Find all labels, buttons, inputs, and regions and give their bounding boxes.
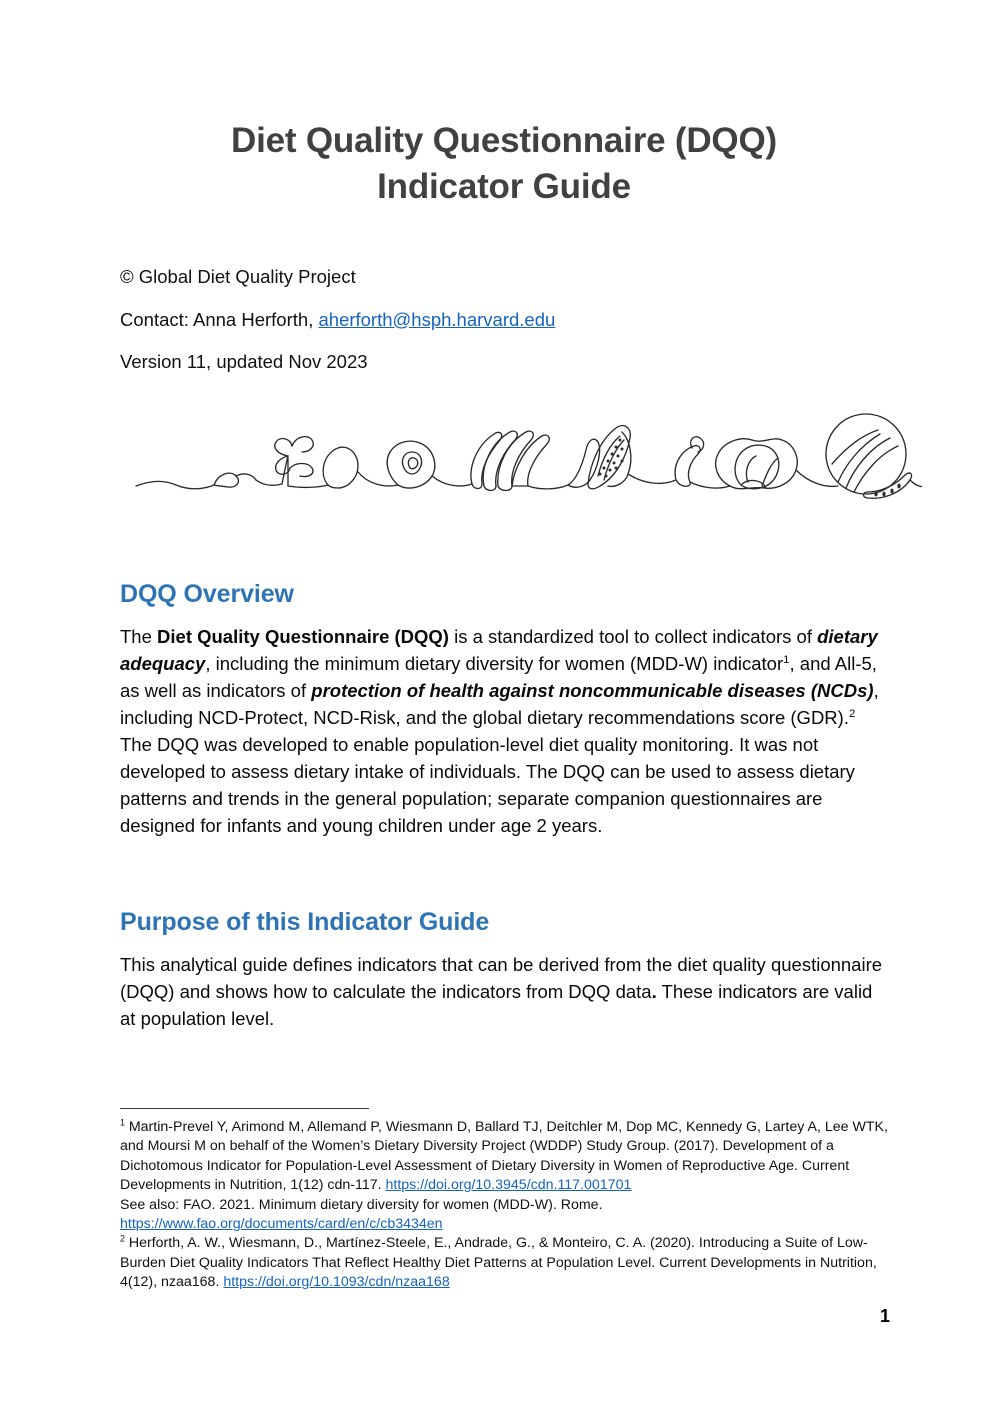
text-run: The [120,625,158,647]
cabbage-vein-2-icon [762,458,778,486]
contact-line [120,308,888,331]
text-run-bold: Diet Quality Questionnaire (DQQ) [157,625,449,647]
line-segment-2-icon [288,485,328,487]
text-run-bold-italic: protection of health against noncommunicable diseases (NCDs) [311,679,874,701]
egg-icon [323,447,358,488]
beans-icon [214,473,238,487]
page-title-line-1: Diet Quality Questionnaire (DQQ) [231,121,777,160]
page-number: 1 [879,1306,890,1326]
line-segment-8-icon [796,470,838,486]
cabbage-inner-icon [735,445,779,489]
food-line-art-banner [132,406,922,516]
mushroom-stem-icon [282,456,288,484]
line-segment-7-icon [690,482,730,488]
footnote-1-text-see-also: See also: FAO. 2021. Minimum dietary diversity for women (MDD-W). Rome. [120,1196,603,1213]
footnote-2-link-doi[interactable]: https://doi.org/10.1093/cdn/nzaa168 [223,1274,450,1290]
section-purpose-of-this-indicator-guide [120,907,888,1032]
document-meta [120,265,888,372]
page-content [120,0,888,1032]
footnote-1-link-doi[interactable]: https://doi.org/10.3945/cdn.117.001701 [385,1177,632,1194]
version-line: Version 11, updated Nov 2023 [120,350,368,372]
watermelon-stripe-1-icon [838,434,880,482]
footnote-1-text: Martin-Prevel Y, Arimond M, Allemand P, Wiesmann D, Ballard TJ, Deitchler M, Dop MC, Kennedy G, Lartey A, Lee WTK, and Moursi M on behalf of the Women’s Dietary Diversity Project (WDDP) Study Group. (2017). Development of a Dichotomous Indicator for Population-Level Assessment of Dietary Diversity in Women of Reproductive Age. Current Developments in Nutrition, 1(12) cdn-117. [120,1119,888,1194]
text-run: This analytical guide defines indicators that can be derived from the diet quality questionnaire (DQQ) and shows how to calculate the indicators from DQQ data [120,953,883,1002]
beans-detail-icon [236,474,256,480]
watermelon-stripe-2-icon [846,438,890,488]
text-run: These indicators are valid at population level. [120,980,873,1029]
mushroom-leaf-right-icon [290,463,313,476]
section-paragraph-purpose [120,951,888,1032]
watermelon-stripe-4-icon [832,430,878,464]
copyright-line: © Global Diet Quality Project [120,266,356,288]
footnote-reference-2: 2 [848,707,856,720]
avocado-pit-outer-icon [402,452,421,474]
mushroom-cap-right-icon [292,436,313,451]
text-run: The DQQ was developed to enable population-level diet quality monitoring. It was not developed to assess dietary intake of individuals. The DQQ can be used to assess dietary patterns and trends in the general population; separate companion questionnaires are designed for infants and young children under age 2 years. [120,734,855,837]
line-segment-9-icon [910,480,922,487]
text-run-bold-italic: dietary adequacy [120,625,878,674]
footnote-reference-1: 1 [783,653,790,666]
footnote-2-text: Herforth, A. W., Wiesmann, D., Martínez-Steele, E., Andrade, G., & Monteiro, C. A. (2020). Introducing a Suite of Low-Burden Diet Quality Indicators That Reflect Healthy Diet Patterns at Population Level. Current Developments in Nutrition, 4(12), nzaa168. [120,1235,877,1290]
baseline-start-icon [136,481,214,488]
text-run: is a standardized tool to collect indicators of [448,625,818,647]
line-segment-4-icon [432,476,472,486]
section-heading-purpose: Purpose of this Indicator Guide [120,907,490,936]
cabbage-vein-1-icon [746,456,756,482]
footnote-1-marker: 1 [120,1117,125,1128]
section-dqq-overview [120,579,888,840]
avocado-outline-icon [387,441,435,488]
footnote-2-marker: 2 [120,1233,125,1244]
text-run: , and All-5, as well as indicators of [120,652,877,701]
footnotes-area [120,1108,890,1292]
line-segment-6-icon [628,474,676,483]
mushroom-cap-left-icon [275,438,292,455]
watermelon-slice-icon [864,473,912,498]
line-segment-5-icon [528,485,568,489]
pepper-stem-icon [691,436,704,451]
section-heading-dqq-overview: DQQ Overview [120,579,294,608]
contact-email-link[interactable]: aherforth@hsph.harvard.edu [318,308,556,330]
page-title [120,0,888,210]
page-title-line-2: Indicator Guide [377,167,631,207]
text-run-bold: . [651,980,657,1002]
contact-label: Contact: Anna Herforth, [120,308,319,330]
text-run: , including NCD-Protect, NCD-Risk, and the global dietary recommendations score (GDR). [120,679,879,729]
footnote-separator [120,1108,369,1109]
footnote-1-link-fao[interactable]: https://www.fao.org/documents/card/en/c/cb3434en [120,1215,443,1232]
section-paragraph-dqq-overview [120,623,888,840]
avocado-pit-inner-icon [408,458,417,469]
pepper-body-icon [675,445,700,486]
food-line-art-svg [132,406,922,516]
footnote-2 [120,1234,890,1292]
corn-husk-left-icon [568,439,600,487]
footnote-1 [120,1118,890,1234]
text-run: , including the minimum dietary diversity for women (MDD-W) indicator [205,652,784,674]
line-segment-1-icon [256,480,282,485]
